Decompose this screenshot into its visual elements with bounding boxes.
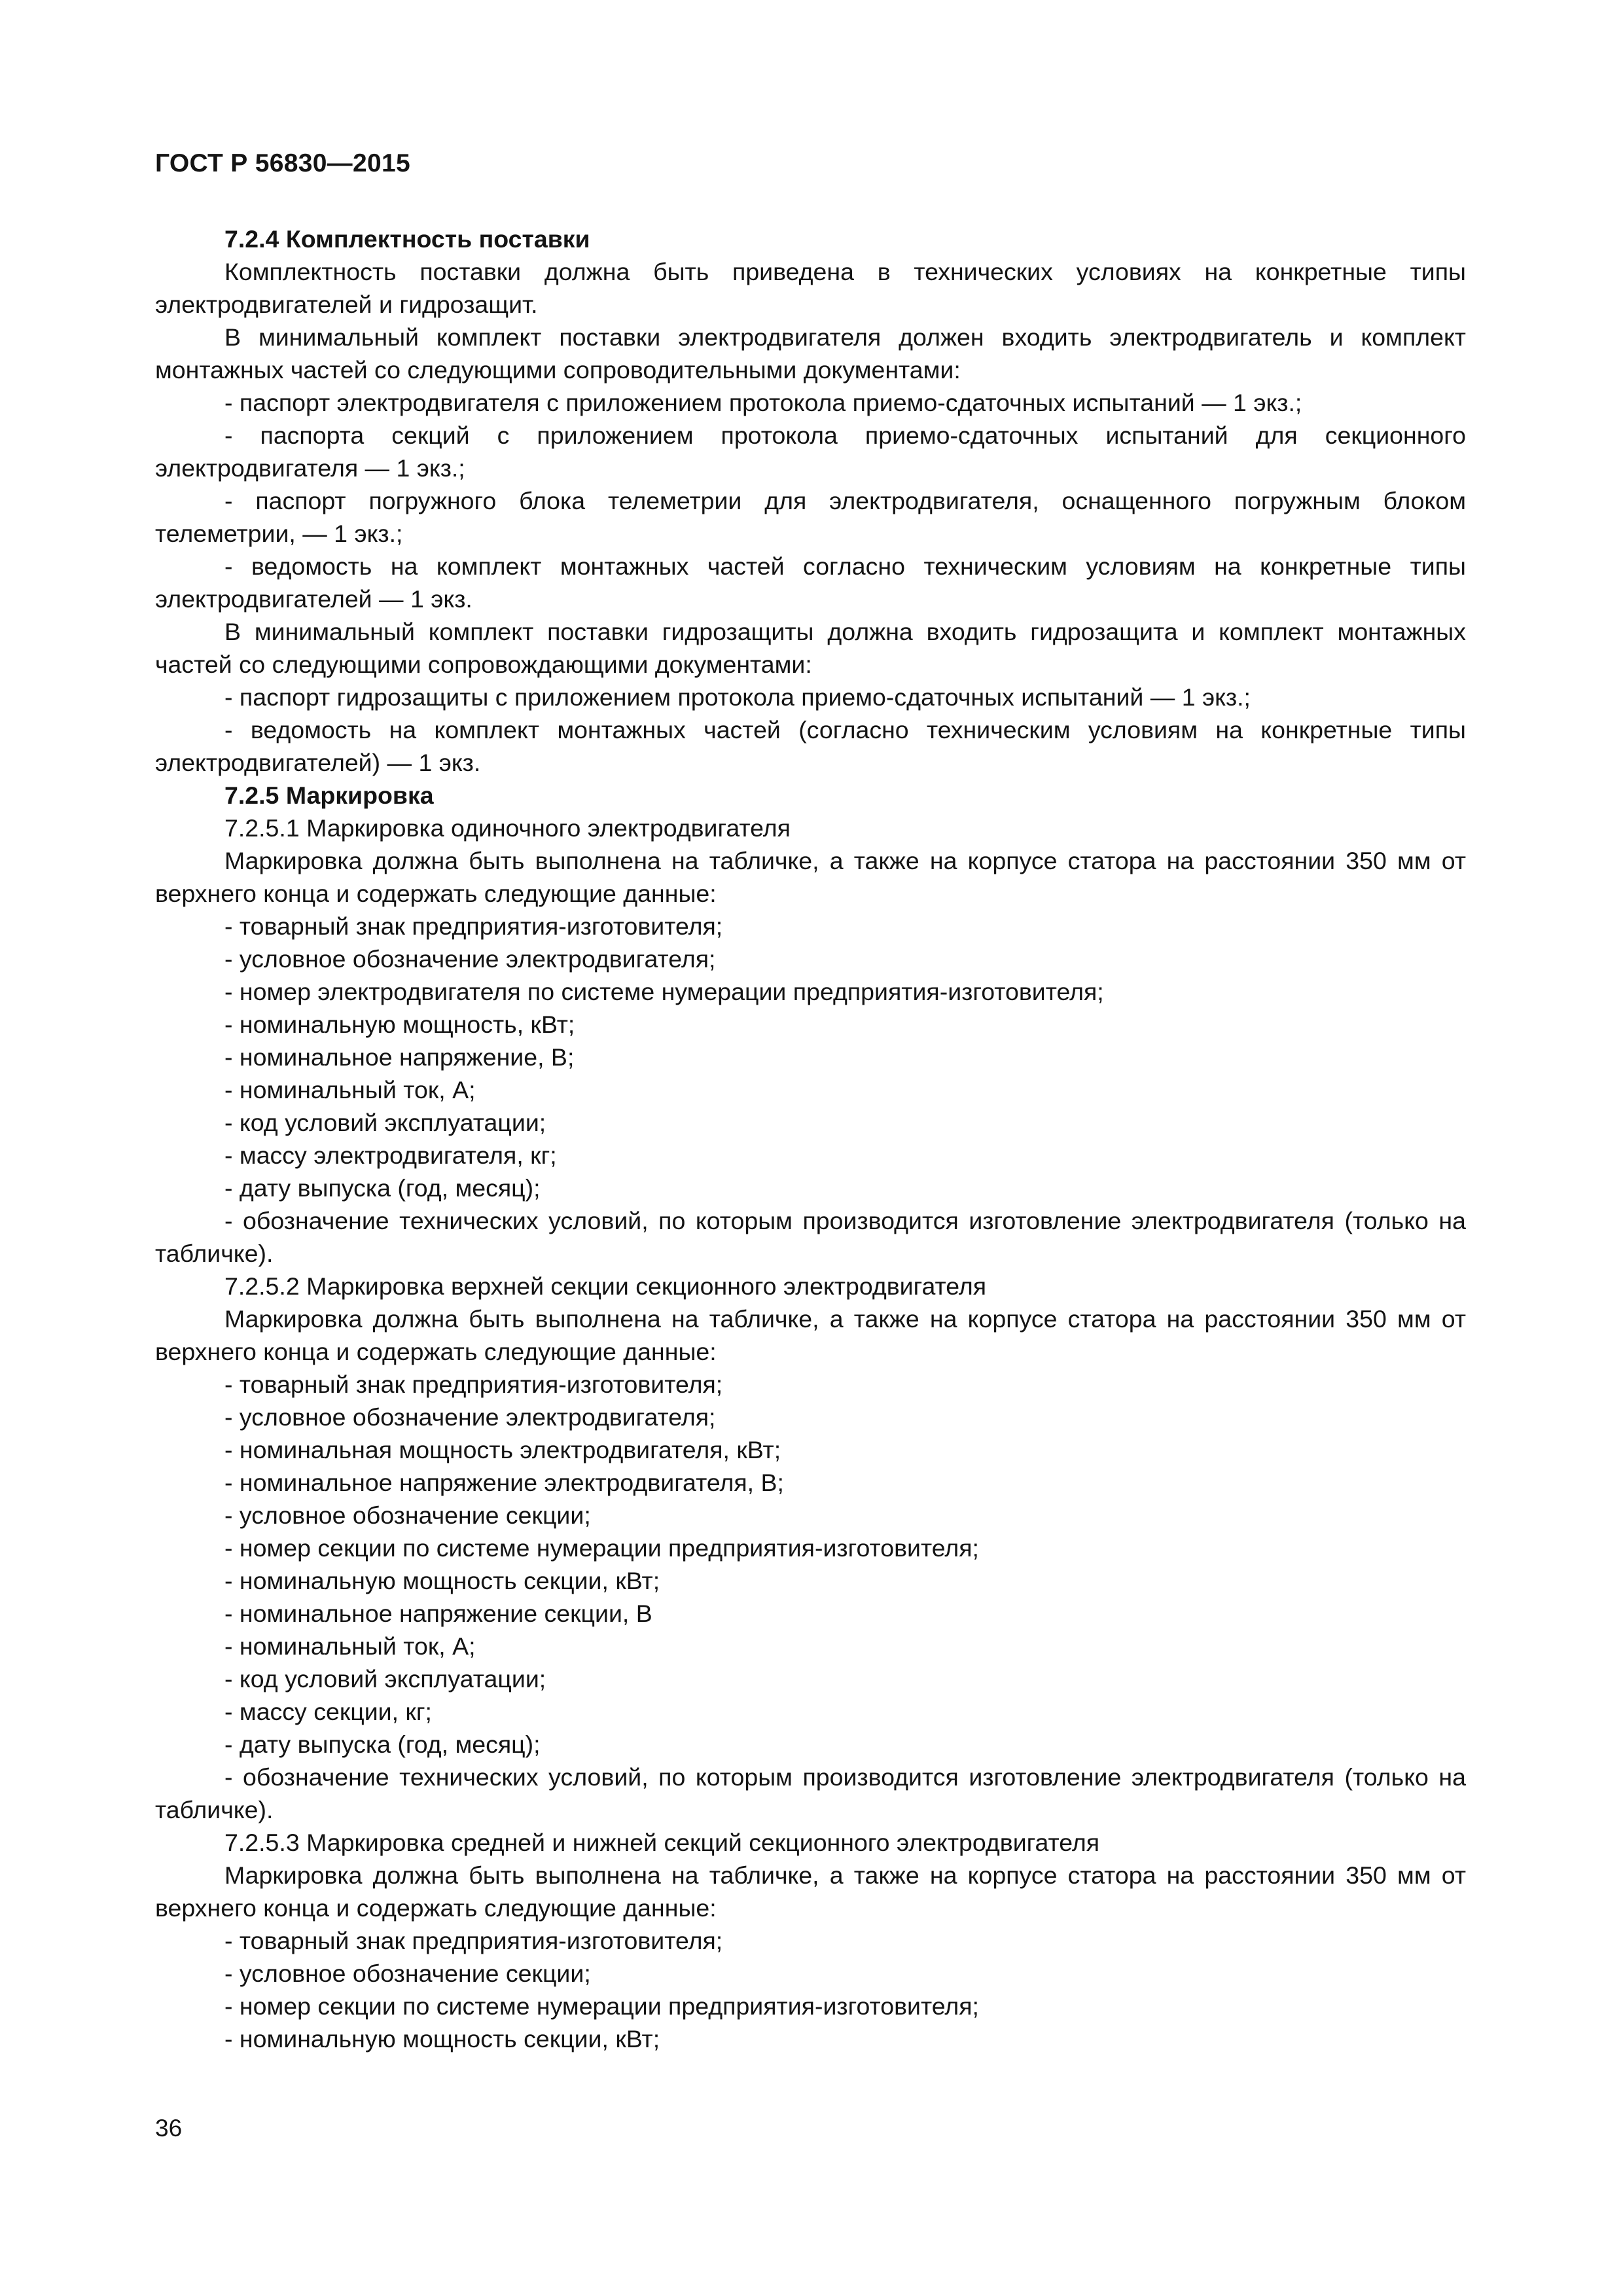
paragraph: - номинальное напряжение, В; — [224, 1043, 575, 1071]
paragraph: 7.2.5.2 Маркировка верхней секции секционного электродвигателя — [224, 1272, 987, 1300]
paragraph: - товарный знак предприятия-изготовителя; — [224, 912, 723, 940]
paragraph: Маркировка должна быть выполнена на табличке, а также на корпусе статора на расстоянии 350 мм от верхнего конца и содержать следующие данные: — [155, 1861, 1466, 1922]
paragraph: - номинальную мощность секции, кВт; — [224, 1567, 660, 1594]
paragraph: - условное обозначение секции; — [224, 1501, 591, 1529]
paragraph: - код условий эксплуатации; — [224, 1665, 546, 1693]
paragraph: - товарный знак предприятия-изготовителя; — [224, 1927, 723, 1954]
paragraph: - номер секции по системе нумерации предприятия-изготовителя; — [224, 1534, 979, 1562]
paragraph: - паспорт погружного блока телеметрии для электродвигателя, оснащенного погружным блоком телеметрии, — 1 экз.; — [155, 487, 1466, 547]
paragraph: - паспорта секций с приложением протокола приемо-сдаточных испытаний для секционного электродвигателя — 1 экз.; — [155, 422, 1466, 482]
page-number: 36 — [155, 2115, 183, 2142]
paragraph: - номинальная мощность электродвигателя, кВт; — [224, 1436, 781, 1463]
section-heading: 7.2.5 Маркировка — [224, 781, 434, 809]
paragraph: - ведомость на комплект монтажных частей согласно техническим условиям на конкретные типы электродвигателей — 1 экз. — [155, 552, 1466, 613]
paragraph: - обозначение технических условий, по которым производится изготовление электродвигателя (только на табличке). — [155, 1763, 1466, 1823]
paragraph: - номер секции по системе нумерации предприятия-изготовителя; — [224, 1992, 979, 2020]
paragraph: - массу секции, кг; — [224, 1698, 432, 1725]
paragraph: - условное обозначение секции; — [224, 1960, 591, 1987]
paragraph: - обозначение технических условий, по которым производится изготовление электродвигателя (только на табличке). — [155, 1207, 1466, 1267]
paragraph: Маркировка должна быть выполнена на табличке, а также на корпусе статора на расстоянии 350 мм от верхнего конца и содержать следующие данные: — [155, 1305, 1466, 1365]
paragraph: - номер электродвигателя по системе нумерации предприятия-изготовителя; — [224, 978, 1104, 1005]
paragraph: - номинальный ток, А; — [224, 1632, 476, 1660]
paragraph: 7.2.5.3 Маркировка средней и нижней секций секционного электродвигателя — [224, 1829, 1100, 1856]
paragraph: - номинальный ток, А; — [224, 1076, 476, 1103]
paragraph: Маркировка должна быть выполнена на табличке, а также на корпусе статора на расстоянии 350 мм от верхнего конца и содержать следующие данные: — [155, 847, 1466, 907]
paragraph: В минимальный комплект поставки гидрозащиты должна входить гидрозащита и комплект монтажных частей со следующими сопровождающими документами: — [155, 618, 1466, 678]
paragraph: - паспорт электродвигателя с приложением протокола приемо-сдаточных испытаний — 1 экз.; — [224, 389, 1302, 416]
paragraph: - номинальное напряжение электродвигателя, В; — [224, 1469, 784, 1496]
paragraph: - товарный знак предприятия-изготовителя; — [224, 1371, 723, 1398]
paragraph: В минимальный комплект поставки электродвигателя должен входить электродвигатель и комплект монтажных частей со следующими сопроводительными документами: — [155, 323, 1466, 384]
paragraph: - номинальную мощность, кВт; — [224, 1011, 575, 1038]
paragraph: - дату выпуска (год, месяц); — [224, 1174, 541, 1202]
paragraph: 7.2.5.1 Маркировка одиночного электродвигателя — [224, 814, 791, 842]
paragraph: - номинальное напряжение секции, В — [224, 1600, 652, 1627]
paragraph: - паспорт гидрозащиты с приложением протокола приемо-сдаточных испытаний — 1 экз.; — [224, 683, 1251, 711]
paragraph: - условное обозначение электродвигателя; — [224, 1403, 716, 1431]
paragraph: - ведомость на комплект монтажных частей (согласно техническим условиям на конкретные типы электродвигателей) — 1 экз. — [155, 716, 1466, 776]
document-header: ГОСТ Р 56830—2015 — [155, 149, 410, 177]
paragraph: - условное обозначение электродвигателя; — [224, 945, 716, 973]
paragraph: Комплектность поставки должна быть приведена в технических условиях на конкретные типы электродвигателей и гидрозащит. — [155, 258, 1466, 318]
paragraph: - дату выпуска (год, месяц); — [224, 1731, 541, 1758]
document-body — [155, 223, 1466, 2055]
paragraph: - код условий эксплуатации; — [224, 1109, 546, 1136]
section-heading: 7.2.4 Комплектность поставки — [224, 225, 590, 253]
paragraph: - номинальную мощность секции, кВт; — [224, 2025, 660, 2053]
paragraph: - массу электродвигателя, кг; — [224, 1141, 557, 1169]
